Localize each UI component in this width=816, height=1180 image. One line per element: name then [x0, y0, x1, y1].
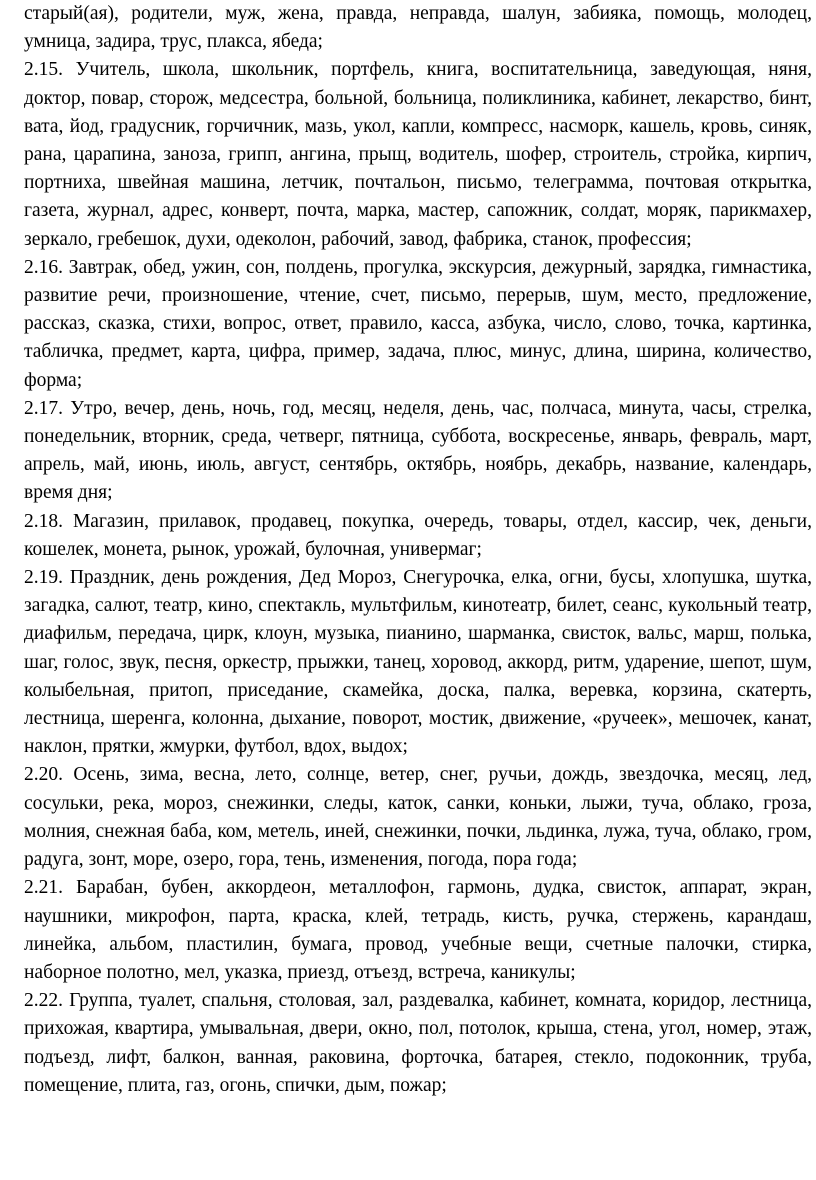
paragraph-2-20: 2.20. Осень, зима, весна, лето, солнце, ветер, снег, ручьи, дождь, звездочка, месяц, лед, сосульки, река, мороз, снежинки, следы, каток, санки, коньки, лыжи, туча, облако, гроза, молния, снежная баба, ком, метель, иней, снежинки, почки, льдинка, лужа, туча, облако, гром, радуга, зонт, море, озеро, гора, тень, изменения, погода, пора года;	[24, 764, 812, 871]
paragraph-2-15: 2.15. Учитель, школа, школьник, портфель, книга, воспитательница, заведующая, няня, доктор, повар, сторож, медсестра, больной, больница, поликлиника, кабинет, лекарство, бинт, вата, йод, градусник, горчичник, мазь, укол, капли, компресс, насморк, кашель, кровь, синяк, рана, царапина, заноза, грипп, ангина, прыщ, водитель, шофер, строитель, стройка, кирпич, портниха, швейная машина, летчик, почтальон, письмо, телеграмма, почтовая открытка, газета, журнал, адрес, конверт, почта, марка, мастер, сапожник, солдат, моряк, парикмахер, зеркало, гребешок, духи, одеколон, рабочий, завод, фабрика, станок, профессия;	[24, 59, 812, 250]
paragraph-2-16: 2.16. Завтрак, обед, ужин, сон, полдень, прогулка, экскурсия, дежурный, зарядка, гимнастика, развитие речи, произношение, чтение, счет, письмо, перерыв, шум, место, предложение, рассказ, сказка, стихи, вопрос, ответ, правило, касса, азбука, число, слово, точка, картинка, табличка, предмет, карта, цифра, пример, задача, плюс, минус, длина, ширина, количество, форма;	[24, 256, 812, 391]
paragraph-continuation: старый(ая), родители, муж, жена, правда, неправда, шалун, забияка, помощь, молодец, умница, задира, трус, плакса, ябеда;	[24, 3, 812, 53]
paragraph-2-17: 2.17. Утро, вечер, день, ночь, год, месяц, неделя, день, час, полчаса, минута, часы, стрелка, понедельник, вторник, среда, четверг, пятница, суббота, воскресенье, январь, февраль, март, апрель, май, июнь, июль, август, сентябрь, октябрь, ноябрь, декабрь, название, календарь, время дня;	[24, 397, 812, 504]
paragraph-2-21: 2.21. Барабан, бубен, аккордеон, металлофон, гармонь, дудка, свисток, аппарат, экран, наушники, микрофон, парта, краска, клей, тетрадь, кисть, ручка, стержень, карандаш, линейка, альбом, пластилин, бумага, провод, учебные вещи, счетные палочки, стирка, наборное полотно, мел, указка, приезд, отъезд, встреча, каникулы;	[24, 877, 812, 983]
paragraph-2-18: 2.18. Магазин, прилавок, продавец, покупка, очередь, товары, отдел, кассир, чек, деньги, кошелек, монета, рынок, урожай, булочная, универмаг;	[24, 510, 812, 560]
paragraph-2-22: 2.22. Группа, туалет, спальня, столовая, зал, раздевалка, кабинет, комната, коридор, лестница, прихожая, квартира, умывальная, двери, окно, пол, потолок, крыша, стена, угол, номер, этаж, подъезд, лифт, балкон, ванная, раковина, форточка, батарея, стекло, подоконник, труба, помещение, плита, газ, огонь, спички, дым, пожар;	[24, 990, 812, 1096]
document-body	[24, 0, 812, 1100]
paragraph-2-19: 2.19. Праздник, день рождения, Дед Мороз, Снегурочка, елка, огни, бусы, хлопушка, шутка, загадка, салют, театр, кино, спектакль, мультфильм, кинотеатр, билет, сеанс, кукольный театр, диафильм, передача, цирк, клоун, музыка, пианино, шарманка, свисток, вальс, марш, полька, шаг, голос, звук, песня, оркестр, прыжки, танец, хоровод, аккорд, ритм, ударение, шепот, шум, колыбельная, притоп, приседание, скамейка, доска, палка, веревка, корзина, скатерть, лестница, шеренга, колонна, дыхание, поворот, мостик, движение, «ручеек», мешочек, канат, наклон, прятки, жмурки, футбол, вдох, выдох;	[24, 567, 812, 758]
